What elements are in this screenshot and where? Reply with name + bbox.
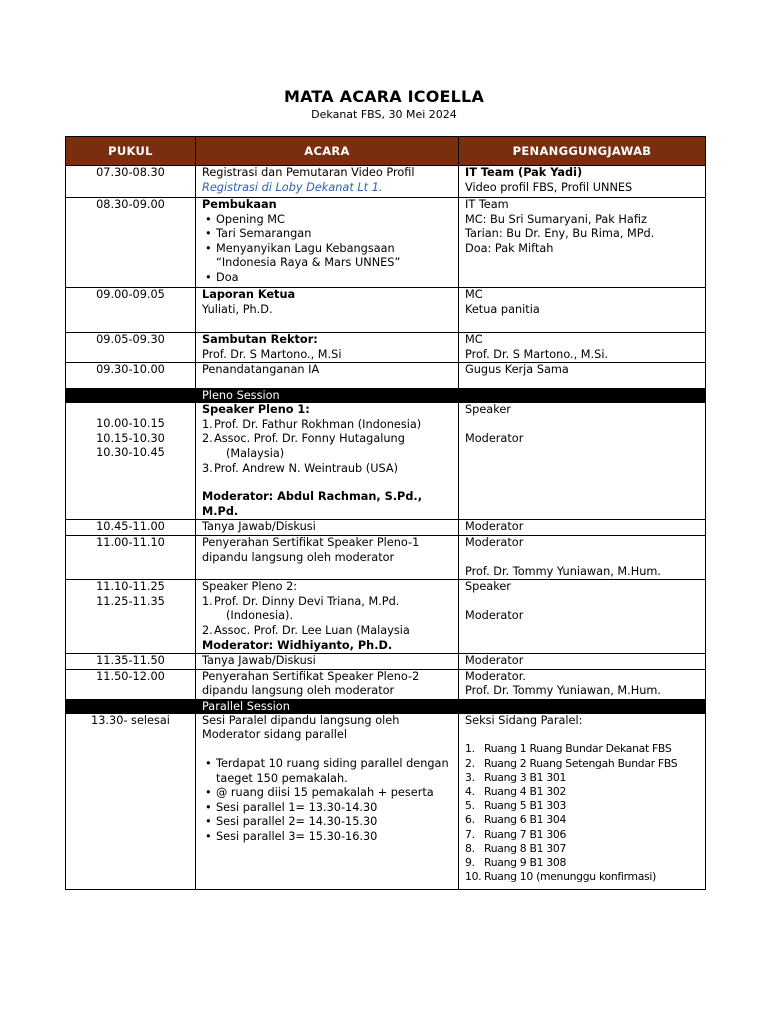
table-header-row [66, 137, 706, 166]
time-cell: 07.30-08.30 [66, 166, 196, 198]
list-item: 1. Prof. Dr. Fathur Rokhman (Indonesia) [202, 417, 422, 431]
column-header-acara: ACARA [196, 137, 459, 166]
room-item: 6. Ruang 6 B1 304 [465, 813, 567, 827]
event-cell [196, 288, 459, 333]
pic-line: Moderator. [465, 669, 526, 683]
event-cell: Penandatanganan IA [196, 363, 459, 389]
session-label: Pleno Session [196, 389, 706, 403]
table-row [66, 535, 706, 579]
moderator-line: Moderator: Widhiyanto, Ph.D. [202, 638, 393, 652]
list-item: • Tari Semarangan [216, 227, 454, 242]
room-item: 7. Ruang 7 B1 306 [465, 827, 567, 841]
room-item: 1. Ruang 1 Ruang Bundar Dekanat FBS [465, 742, 672, 756]
event-cell [196, 333, 459, 363]
event-title: Speaker Pleno 2: [202, 580, 298, 594]
event-title: Speaker Pleno 1: [202, 403, 310, 417]
parallel-info-list [202, 757, 454, 845]
pic-line: Moderator [465, 431, 524, 445]
list-item-continuation: taeget 150 pemakalah. [216, 771, 348, 785]
page-subtitle: Dekanat FBS, 30 Mei 2024 [311, 108, 457, 121]
pic-line: Moderator [465, 535, 524, 549]
list-item: 3. Prof. Andrew N. Weintraub (USA) [202, 461, 398, 475]
table-row [66, 669, 706, 699]
room-list [465, 742, 701, 884]
event-cell: Tanya Jawab/Diskusi [196, 520, 459, 536]
time-slot: 10.30-10.45 [96, 446, 165, 460]
room-item: 2. Ruang 2 Ruang Setengah Bundar FBS [465, 756, 678, 770]
session-divider-row [66, 699, 706, 713]
table-row [66, 654, 706, 670]
list-item: • Terdapat 10 ruang siding parallel dengan [216, 757, 454, 772]
event-text: Registrasi dan Pemutaran Video Profil [202, 166, 415, 179]
time-cell: 11.35-11.50 [66, 654, 196, 670]
event-note [202, 181, 454, 196]
event-list [202, 213, 454, 286]
event-line: Sesi Paralel dipandu langsung oleh [202, 713, 400, 727]
time-slot: 10.00-10.15 [96, 417, 165, 431]
pic-cell: Moderator [459, 520, 706, 536]
agenda-table [65, 136, 706, 890]
room-item: 5. Ruang 5 B1 303 [465, 799, 567, 813]
speaker-list [202, 595, 454, 639]
event-line: Penyerahan Sertifikat Speaker Pleno-1 [202, 535, 420, 549]
pic-line: MC: Bu Sri Sumaryani, Pak Hafiz [465, 212, 647, 226]
pic-line: Speaker [465, 403, 511, 417]
pic-cell [459, 288, 706, 333]
pic-cell [459, 580, 706, 654]
event-cell [196, 669, 459, 699]
table-row [66, 580, 706, 654]
time-cell: 11.50-12.00 [66, 669, 196, 699]
event-cell [196, 713, 459, 889]
pic-line: Prof. Dr. Tommy Yuniawan, M.Hum. [465, 684, 662, 698]
list-item-continuation: “Indonesia Raya & Mars UNNES” [216, 256, 401, 270]
time-cell: 10.45-11.00 [66, 520, 196, 536]
pic-cell: Gugus Kerja Sama [459, 363, 706, 389]
pic-cell [459, 403, 706, 520]
time-cell: 09.00-09.05 [66, 288, 196, 333]
table-row [66, 288, 706, 333]
room-item: 4. Ruang 4 B1 302 [465, 785, 567, 799]
pic-detail: Video profil FBS, Profil UNNES [465, 180, 633, 194]
event-title: Sambutan Rektor: [202, 333, 318, 346]
table-row [66, 198, 706, 288]
event-title: Pembukaan [202, 198, 277, 211]
session-divider-row [66, 389, 706, 403]
moderator-line: Moderator: Abdul Rachman, S.Pd., M.Pd. [202, 490, 422, 518]
list-item: 1. Prof. Dr. Dinny Devi Triana, M.Pd. [202, 594, 400, 608]
session-divider-cell [66, 389, 196, 403]
event-detail: Yuliati, Ph.D. [202, 302, 273, 316]
event-note-link[interactable]: Registrasi di Loby Dekanat Lt 1 [202, 180, 379, 194]
speaker-list [202, 418, 454, 476]
list-item: • @ ruang diisi 15 pemakalah + peserta [216, 786, 454, 801]
pic-line: MC [465, 288, 483, 301]
pic-cell [459, 713, 706, 889]
pic-cell [459, 166, 706, 198]
time-slot: 11.25-11.35 [96, 594, 165, 608]
table-row [66, 520, 706, 536]
pic-line: Tarian: Bu Dr. Eny, Bu Rima, MPd. [465, 227, 655, 241]
time-slot: 10.15-10.30 [96, 431, 165, 445]
pic-title: IT Team (Pak Yadi) [465, 166, 583, 179]
room-item: 3. Ruang 3 B1 301 [465, 770, 567, 784]
pic-line: Doa: Pak Miftah [465, 241, 554, 255]
event-cell [196, 403, 459, 520]
event-note-period: . [378, 180, 383, 194]
column-header-penanggungjawab: PENANGGUNGJAWAB [459, 137, 706, 166]
list-item-continuation: (Indonesia). [226, 609, 294, 623]
pic-line: Moderator [465, 608, 524, 622]
event-cell [196, 535, 459, 579]
list-item: • Sesi parallel 3= 15.30-16.30 [216, 830, 454, 845]
list-item: • Doa [216, 271, 454, 286]
table-row [66, 713, 706, 889]
list-item-continuation: (Malaysia) [226, 446, 285, 460]
page-title: MATA ACARA ICOELLA [283, 87, 485, 106]
column-header-pukul: PUKUL [66, 137, 196, 166]
pic-line: Prof. Dr. Tommy Yuniawan, M.Hum. [465, 564, 662, 578]
list-item: • Sesi parallel 2= 14.30-15.30 [216, 815, 454, 830]
event-line: dipandu langsung oleh moderator [202, 550, 395, 564]
pic-line: Prof. Dr. S Martono., M.Si. [465, 347, 609, 361]
time-cell: 09.05-09.30 [66, 333, 196, 363]
list-item: 2. Assoc. Prof. Dr. Lee Luan (Malaysia [202, 623, 410, 637]
pic-cell [459, 198, 706, 288]
list-item: • Menyanyikan Lagu Kebangsaan [216, 242, 454, 257]
pic-cell [459, 669, 706, 699]
time-cell: 13.30- selesai [66, 713, 196, 889]
pic-line: IT Team [465, 198, 509, 211]
room-item: 8. Ruang 8 B1 307 [465, 841, 567, 855]
list-item: • Opening MC [216, 213, 454, 228]
table-row [66, 166, 706, 198]
event-detail: Prof. Dr. S Martono., M.Si [202, 347, 342, 361]
pic-line: MC [465, 333, 483, 346]
session-divider-cell [66, 699, 196, 713]
time-cell: 11.00-11.10 [66, 535, 196, 579]
time-cell: 09.30-10.00 [66, 363, 196, 389]
event-cell [196, 580, 459, 654]
event-line: Penyerahan Sertifikat Speaker Pleno-2 [202, 669, 420, 683]
time-cell [66, 403, 196, 520]
time-cell [66, 580, 196, 654]
pic-title: Seksi Sidang Paralel: [465, 713, 583, 727]
event-cell [196, 198, 459, 288]
table-row [66, 403, 706, 520]
pic-cell [459, 535, 706, 579]
pic-line: Speaker [465, 580, 511, 594]
event-cell [196, 166, 459, 198]
event-line: dipandu langsung oleh moderator [202, 684, 395, 698]
table-row [66, 363, 706, 389]
event-cell: Tanya Jawab/Diskusi [196, 654, 459, 670]
pic-line: Ketua panitia [465, 302, 540, 316]
event-title: Laporan Ketua [202, 288, 296, 301]
time-slot: 11.10-11.25 [96, 580, 165, 594]
pic-cell: Moderator [459, 654, 706, 670]
list-item: 2. Assoc. Prof. Dr. Fonny Hutagalung [202, 432, 405, 446]
list-item: • Sesi parallel 1= 13.30-14.30 [216, 801, 454, 816]
room-item: 10. Ruang 10 (menunggu konfirmasi) [465, 870, 656, 884]
room-item: 9. Ruang 9 B1 308 [465, 856, 567, 870]
time-cell: 08.30-09.00 [66, 198, 196, 288]
session-label: Parallel Session [196, 699, 706, 713]
event-line: Moderator sidang parallel [202, 728, 347, 742]
pic-cell [459, 333, 706, 363]
table-row [66, 333, 706, 363]
